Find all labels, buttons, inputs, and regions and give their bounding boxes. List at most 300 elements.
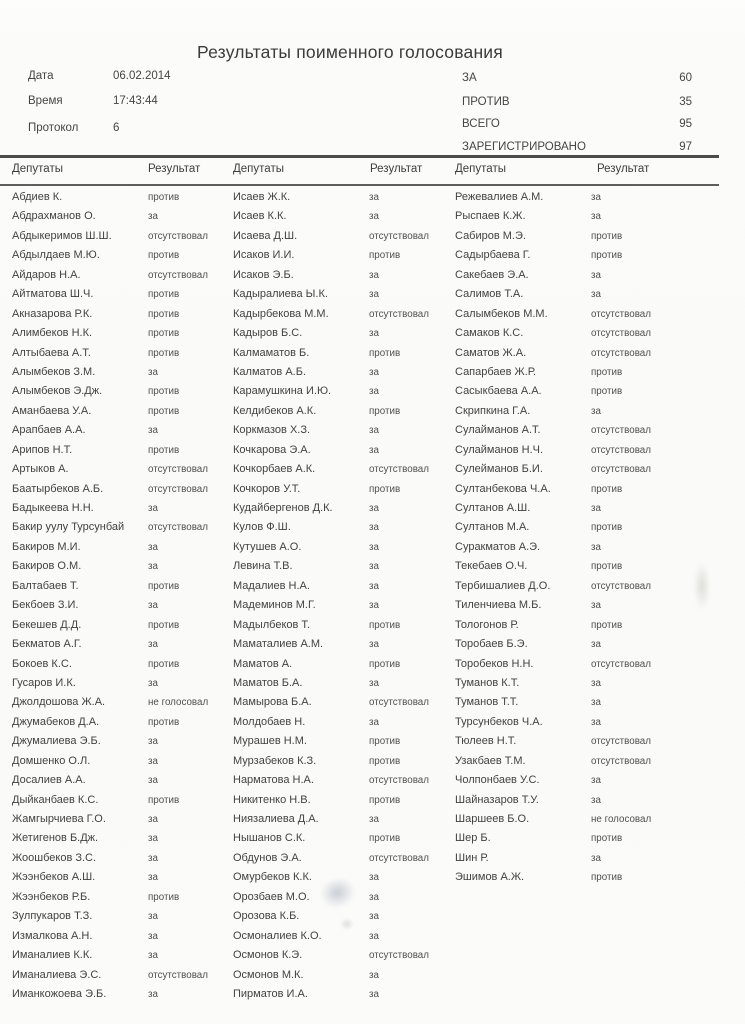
deputy-name: Кочкорбаев А.К. <box>233 463 316 476</box>
deputy-name: Жээнбеков Р.Б. <box>12 890 91 903</box>
vote-result: за <box>591 289 601 301</box>
vote-result: против <box>148 250 180 262</box>
deputy-name: Бакиров М.И. <box>12 540 81 553</box>
deputy-name: Акназарова Р.К. <box>12 307 93 320</box>
deputy-name: Жээнбеков А.Ш. <box>12 871 96 884</box>
vote-result: не голосовал <box>591 814 652 825</box>
deputy-name: Салимов Т.А. <box>455 288 524 301</box>
vote-result: за <box>148 561 158 573</box>
date-value: 06.02.2014 <box>113 70 171 82</box>
vote-result: отсутствовал <box>591 658 651 670</box>
table-row <box>233 405 454 424</box>
table-row <box>233 658 454 677</box>
deputy-name: Осмонов К.Э. <box>233 949 303 962</box>
deputy-name: Рыспаев К.Ж. <box>455 210 526 223</box>
vote-result: отсутствовал <box>591 580 651 592</box>
votes-against-value: 35 <box>679 96 692 108</box>
deputy-name: Орозбаев М.О. <box>233 890 310 903</box>
votes-against-label: ПРОТИВ <box>462 96 510 108</box>
vote-result: за <box>148 872 158 884</box>
vote-result: против <box>148 891 180 903</box>
deputy-name: Узакбаев Т.М. <box>455 754 526 767</box>
deputy-name: Бакиров О.М. <box>12 560 82 573</box>
deputy-name: Алтыбаева А.Т. <box>12 346 91 359</box>
deputy-name: Жоошбеков З.С. <box>12 851 97 864</box>
table-row <box>233 949 454 968</box>
deputy-name: Сапарбаев Ж.Р. <box>455 365 537 378</box>
vote-result: за <box>148 814 158 825</box>
table-row <box>233 288 454 307</box>
table-row <box>233 794 454 813</box>
vote-result: за <box>369 192 379 203</box>
table-row <box>455 521 717 540</box>
vote-result: против <box>591 619 623 631</box>
table-row <box>12 949 232 968</box>
table-row <box>233 210 454 229</box>
table-row <box>233 483 454 502</box>
vote-result: против <box>369 347 401 359</box>
vote-result: за <box>369 930 379 942</box>
vote-result: против <box>369 483 401 495</box>
time-value: 17:43:44 <box>113 95 158 107</box>
table-row <box>233 444 454 463</box>
table-row <box>233 230 454 249</box>
deputy-name: Келдибеков А.К. <box>233 404 317 417</box>
deputy-name: Исаков И.И. <box>233 249 295 262</box>
table-row <box>12 463 232 482</box>
vote-result: отсутствовал <box>591 347 651 359</box>
vote-result: за <box>369 969 379 981</box>
table-row <box>233 774 454 793</box>
vote-result: за <box>591 716 601 728</box>
vote-result: против <box>148 308 180 320</box>
vote-result: против <box>369 619 401 631</box>
deputy-name: Дыйканбаев К.С. <box>12 793 99 806</box>
table-row <box>233 385 454 404</box>
table-row <box>455 269 717 288</box>
table-row <box>12 580 232 599</box>
vote-result: против <box>148 619 180 631</box>
vote-result: за <box>148 930 158 942</box>
vote-result: отсутствовал <box>369 308 429 320</box>
table-row <box>233 580 454 599</box>
table-row <box>455 347 717 366</box>
vote-result: отсутствовал <box>148 464 208 476</box>
table-row <box>455 210 717 229</box>
deputy-name: Маматалиев А.М. <box>233 638 324 651</box>
deputy-name: Бадыкеева Н.Н. <box>12 502 94 514</box>
table-row <box>455 619 717 638</box>
vote-result: за <box>148 950 158 962</box>
deputy-name: Туманов К.Т. <box>455 676 520 689</box>
deputy-name: Бекбоев З.И. <box>12 599 79 612</box>
vote-result: против <box>591 872 623 884</box>
table-row <box>455 288 717 307</box>
table-row <box>12 521 232 540</box>
vote-result: против <box>148 794 180 806</box>
deputy-name: Домшенко О.Л. <box>12 754 91 767</box>
deputy-name: Кадырбекова М.М. <box>233 307 329 320</box>
deputy-name: Шин Р. <box>455 851 489 864</box>
table-row <box>455 249 717 268</box>
table-row <box>233 832 454 851</box>
vote-result: за <box>369 425 379 437</box>
deputies-column-1 <box>12 191 232 1007</box>
deputy-name: Мурзабеков К.З. <box>233 754 317 767</box>
deputy-name: Бакир уулу Турсунбай <box>12 521 125 534</box>
table-row <box>233 930 454 949</box>
deputy-name: Жетигенов Б.Дж. <box>12 832 99 845</box>
vote-result: за <box>148 736 158 748</box>
vote-result: против <box>369 794 401 806</box>
deputy-name: Бокоев К.С. <box>12 657 72 670</box>
deputy-name: Иманкожоева Э.Б. <box>12 987 107 1000</box>
vote-result: отсутствовал <box>369 950 429 962</box>
table-row <box>12 599 232 618</box>
vote-result: за <box>369 541 379 553</box>
vote-result: за <box>369 386 379 398</box>
deputy-name: Режевалиев А.М. <box>455 191 544 203</box>
votes-total-label: ВСЕГО <box>462 118 500 130</box>
vote-result: отсутствовал <box>148 483 208 495</box>
vote-result: за <box>148 677 158 689</box>
table-row <box>455 813 717 832</box>
deputy-name: Молдобаев Н. <box>233 715 306 728</box>
deputy-name: Мадеминов М.Г. <box>233 599 316 612</box>
table-row <box>233 269 454 288</box>
table-row <box>233 735 454 754</box>
table-row <box>455 502 717 521</box>
deputy-name: Абдыкеримов Ш.Ш. <box>12 229 112 242</box>
table-row <box>233 347 454 366</box>
table-row <box>12 755 232 774</box>
deputy-name: Тербишалиев Д.О. <box>455 579 551 592</box>
vote-result: против <box>591 366 623 378</box>
deputy-name: Ниязалиева Д.А. <box>233 813 319 825</box>
vote-result: не голосовал <box>148 697 209 709</box>
vote-result: за <box>369 600 379 612</box>
deputy-name: Суракматов А.Э. <box>455 540 541 553</box>
table-row <box>12 871 232 890</box>
table-row <box>233 424 454 443</box>
table-row <box>12 619 232 638</box>
votes-total-value: 95 <box>679 118 692 130</box>
deputy-name: Кадыралиева Ы.К. <box>233 288 328 301</box>
vote-result: за <box>369 328 379 340</box>
table-row <box>12 677 232 696</box>
table-row <box>455 794 717 813</box>
deputy-name: Айтматова Ш.Ч. <box>12 288 94 301</box>
vote-result: против <box>591 522 623 534</box>
vote-result: за <box>369 872 379 884</box>
table-row <box>455 658 717 677</box>
table-row <box>455 677 717 696</box>
table-row <box>455 716 717 735</box>
vote-result: против <box>369 658 401 670</box>
vote-result: за <box>148 988 158 1000</box>
deputy-name: Маматов Б.А. <box>233 676 303 689</box>
table-row <box>233 969 454 988</box>
deputy-name: Гусаров И.К. <box>12 676 76 689</box>
deputy-name: Калмаматов Б. <box>233 346 310 359</box>
vote-result: отсутствовал <box>591 755 651 767</box>
vote-result: за <box>591 541 601 553</box>
deputy-name: Аманбаева У.А. <box>12 404 92 417</box>
table-row <box>12 405 232 424</box>
deputy-name: Обдунов Э.А. <box>233 851 302 864</box>
table-row <box>233 308 454 327</box>
vote-result: против <box>148 328 180 340</box>
vote-result: за <box>148 852 158 864</box>
vote-result: против <box>591 386 623 398</box>
vote-result: за <box>369 444 379 456</box>
vote-result: за <box>148 833 158 845</box>
vote-result: за <box>591 600 601 612</box>
vote-result: за <box>591 794 601 806</box>
deputy-name: Султанов А.Ш. <box>455 502 531 514</box>
vote-result: против <box>148 289 180 301</box>
table-row <box>455 755 717 774</box>
vote-result: против <box>591 230 623 242</box>
deputy-name: Сакебаев Э.А. <box>455 268 529 281</box>
protocol-value: 6 <box>113 122 120 134</box>
deputy-name: Кочкоров У.Т. <box>233 482 301 495</box>
deputy-name: Турсунбеков Ч.А. <box>455 715 543 728</box>
vote-result: против <box>369 736 401 748</box>
table-row <box>455 735 717 754</box>
table-row <box>12 696 232 715</box>
table-row <box>12 794 232 813</box>
table-row <box>233 988 454 1007</box>
column-header-result-3: Результат <box>597 163 650 175</box>
table-row <box>233 541 454 560</box>
vote-result: за <box>591 852 601 864</box>
votes-for-value: 60 <box>679 72 692 84</box>
deputy-name: Шер Б. <box>455 832 491 845</box>
deputy-name: Жамгырчиева Г.О. <box>12 813 106 825</box>
table-row <box>12 269 232 288</box>
table-row <box>455 560 717 579</box>
vote-result: за <box>369 716 379 728</box>
vote-result: за <box>148 366 158 378</box>
deputy-name: Абдылдаев М.Ю. <box>12 249 100 262</box>
table-row <box>12 716 232 735</box>
deputy-name: Осмоналиев К.О. <box>233 929 322 942</box>
table-row <box>12 483 232 502</box>
table-row <box>12 910 232 929</box>
deputy-name: Артыков А. <box>12 463 69 476</box>
column-header-result-2: Результат <box>370 163 423 175</box>
deputy-name: Измалкова А.Н. <box>12 929 93 942</box>
deputy-name: Сулайманов А.Т. <box>455 424 541 437</box>
table-row <box>455 832 717 851</box>
column-header-result-1: Результат <box>148 163 201 175</box>
deputy-name: Тюлеев Н.Т. <box>455 735 517 748</box>
table-row <box>233 716 454 735</box>
vote-result: отсутствовал <box>591 308 651 320</box>
deputy-name: Эшимов А.Ж. <box>455 871 525 884</box>
column-header-deputies-2: Депутаты <box>233 163 284 175</box>
table-row <box>455 580 717 599</box>
deputy-name: Джумалиева Э.Б. <box>12 735 101 748</box>
table-row <box>233 599 454 618</box>
vote-result: против <box>591 250 623 262</box>
vote-result: отсутствовал <box>369 852 429 864</box>
vote-result: за <box>148 503 158 514</box>
table-row <box>12 308 232 327</box>
deputy-name: Левина Т.В. <box>233 560 293 573</box>
vote-result: за <box>591 639 601 651</box>
vote-result: отсутствовал <box>369 697 429 709</box>
table-row <box>12 230 232 249</box>
table-row <box>12 658 232 677</box>
vote-result: за <box>148 211 158 223</box>
table-row <box>12 424 232 443</box>
deputy-name: Арипов Н.Т. <box>12 443 73 456</box>
votes-for-label: ЗА <box>462 72 477 84</box>
deputy-name: Торобаев Б.Э. <box>455 638 528 651</box>
deputy-name: Орозова К.Б. <box>233 910 300 923</box>
table-row <box>12 832 232 851</box>
deputy-name: Зулпукаров Т.З. <box>12 910 93 923</box>
scan-stain <box>694 562 710 610</box>
table-row <box>12 774 232 793</box>
vote-result: за <box>369 814 379 825</box>
deputy-name: Нышанов С.К. <box>233 832 306 845</box>
table-row <box>12 249 232 268</box>
table-row <box>12 969 232 988</box>
votes-registered-value: 97 <box>679 141 692 153</box>
table-row <box>455 871 717 890</box>
table-row <box>233 638 454 657</box>
vote-result: отсутствовал <box>148 269 208 281</box>
vote-result: против <box>148 658 180 670</box>
header-separator-thin <box>0 184 719 186</box>
table-row <box>233 249 454 268</box>
vote-result: против <box>148 716 180 728</box>
vote-result: за <box>369 639 379 651</box>
vote-result: отсутствовал <box>591 444 651 456</box>
column-header-deputies-1: Депутаты <box>12 163 63 175</box>
table-row <box>455 852 717 871</box>
table-row <box>12 541 232 560</box>
table-row <box>12 560 232 579</box>
deputy-name: Иманалиева Э.С. <box>12 968 102 981</box>
deputy-name: Кудайбергенов Д.К. <box>233 502 333 514</box>
deputy-name: Арапбаев А.А. <box>12 424 86 437</box>
vote-result: отсутствовал <box>591 328 651 340</box>
vote-result: против <box>148 444 180 456</box>
column-header-deputies-3: Депутаты <box>455 163 506 175</box>
vote-result: отсутствовал <box>148 522 208 534</box>
vote-result: отсутствовал <box>591 464 651 476</box>
table-row <box>12 813 232 832</box>
vote-result: против <box>591 483 623 495</box>
deputy-name: Текебаев О.Ч. <box>455 560 528 573</box>
deputy-name: Алымбеков З.М. <box>12 365 96 378</box>
deputy-name: Коркмазов Х.З. <box>233 424 311 437</box>
deputy-name: Абдиев К. <box>12 191 63 203</box>
vote-result: за <box>369 561 379 573</box>
table-row <box>12 988 232 1007</box>
vote-result: за <box>369 366 379 378</box>
table-row <box>12 930 232 949</box>
deputy-name: Султанов М.А. <box>455 521 530 534</box>
deputy-name: Мамырова Б.А. <box>233 696 312 709</box>
deputy-name: Иманалиев К.К. <box>12 949 93 962</box>
deputy-name: Балтабаев Т. <box>12 579 79 592</box>
vote-result: за <box>369 911 379 923</box>
vote-result: за <box>591 775 601 787</box>
date-label: Дата <box>28 70 54 82</box>
deputy-name: Пирматов И.А. <box>233 987 308 1000</box>
vote-result: за <box>369 503 379 514</box>
table-row <box>455 385 717 404</box>
vote-result: отсутствовал <box>369 464 429 476</box>
table-row <box>455 405 717 424</box>
table-row <box>12 735 232 754</box>
table-row <box>233 813 454 832</box>
deputy-name: Нарматова Н.А. <box>233 774 314 787</box>
deputy-name: Торобеков Н.Н. <box>455 657 534 670</box>
table-row <box>455 444 717 463</box>
vote-result: против <box>148 580 180 592</box>
deputy-name: Кулов Ф.Ш. <box>233 521 291 534</box>
table-row <box>455 424 717 443</box>
vote-result: отсутствовал <box>591 425 651 437</box>
deputy-name: Сасыкбаева А.А. <box>455 385 542 398</box>
deputy-name: Джолдошова Ж.А. <box>12 696 106 709</box>
table-row <box>12 366 232 385</box>
vote-result: за <box>369 269 379 281</box>
vote-result: за <box>591 677 601 689</box>
vote-result: отсутствовал <box>591 736 651 748</box>
protocol-label: Протокол <box>28 122 79 134</box>
table-row <box>233 852 454 871</box>
deputy-name: Сулейманов Б.И. <box>455 463 543 476</box>
table-row <box>12 191 232 210</box>
vote-result: против <box>369 250 401 262</box>
table-row <box>233 502 454 521</box>
vote-result: за <box>369 211 379 223</box>
vote-result: за <box>148 755 158 767</box>
deputy-name: Самаков К.С. <box>455 327 524 340</box>
deputy-name: Бекматов А.Г. <box>12 638 82 651</box>
table-row <box>233 696 454 715</box>
vote-result: против <box>369 405 401 417</box>
vote-result: против <box>148 386 180 398</box>
table-row <box>455 696 717 715</box>
scan-mark <box>340 918 354 930</box>
vote-result: против <box>148 192 180 203</box>
table-row <box>12 327 232 346</box>
table-row <box>455 541 717 560</box>
deputy-name: Исаев Ж.К. <box>233 191 291 203</box>
votes-registered-label: ЗАРЕГИСТРИРОВАНО <box>462 141 586 153</box>
deputies-column-3 <box>455 191 717 891</box>
deputy-name: Маматов А. <box>233 657 293 670</box>
vote-result: за <box>369 522 379 534</box>
deputy-name: Салымбеков М.М. <box>455 307 548 320</box>
deputy-name: Осмонов М.К. <box>233 968 304 981</box>
vote-result: против <box>148 405 180 417</box>
vote-result: за <box>369 580 379 592</box>
deputy-name: Кочкарова Э.А. <box>233 443 311 456</box>
deputy-name: Алымбеков Э.Дж. <box>12 385 103 398</box>
vote-result: отсутствовал <box>148 969 208 981</box>
deputy-name: Исаева Д.Ш. <box>233 229 298 242</box>
deputy-name: Саматов Ж.А. <box>455 346 527 359</box>
